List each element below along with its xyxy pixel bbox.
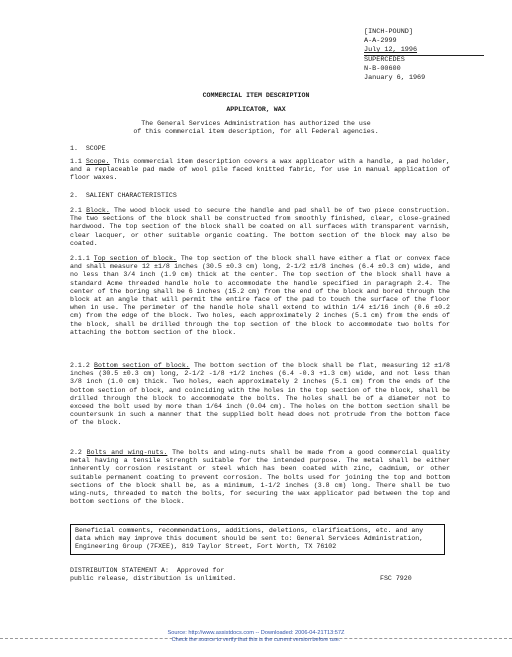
paragraph-2-1: [70, 207, 450, 248]
paragraph-number: 2.2: [70, 449, 82, 456]
paragraph-number: 2.1: [70, 207, 82, 214]
source-note: Source: http://www.assistdocs.com -- Downloaded: 2006-04-21T13:57Z: [167, 630, 345, 636]
distribution-line: public release, distribution is unlimited.: [70, 575, 237, 582]
paragraph-title: Bottom section of block.: [94, 362, 190, 369]
header-line: SUPERCEDES: [364, 55, 484, 65]
paragraph-title: Scope.: [85, 158, 110, 165]
intro-line: of this commercial item description, for all Federal agencies.: [133, 128, 379, 135]
header-line: A-A-2999: [364, 37, 397, 45]
salient-heading: 2. SALIENT CHARACTERISTICS: [70, 192, 177, 199]
paragraph-number: 1.1: [70, 158, 82, 165]
header-line: N-B-00600: [364, 65, 401, 73]
paragraph-text: The bolts and wing-nuts shall be made from a good commercial quality metal having a tensile strength suitable for the intended purpose. The metal shall be either inherently corrosion resistant or steel which has been coated with zinc, cadmium, or other suitable permanent coating to prevent corrosion. The bolts used for joining the top and bottom sections of the block shall be, as a minimum, 1-1/2 inches (3.8 cm) long. There shall be two wing-nuts, threaded to match the bolts, for securing the wax applicator pad between the top and bottom sections of the block.: [70, 449, 451, 506]
intro-line: The General Services Administration has authorized the use: [141, 120, 371, 127]
fsc-code: FSC 7920: [380, 575, 412, 582]
header-line: July 12, 1996: [364, 46, 418, 54]
paragraph-number: 2.1.2: [70, 362, 90, 369]
paragraph-number: 2.1.1: [70, 255, 90, 262]
header-line: January 6, 1969: [364, 74, 426, 82]
paragraph-text: The wood block used to secure the handle and pad shall be of two piece construction. The two sections of the block shall be constructed from smoothly finished, clear, close-grained hardwood. The top section of the block shall be coated on all surfaces with transparent varnish, clear lacquer, or other suitable organic coating. The bottom section of the block may also be coated.: [70, 207, 450, 247]
paragraph-text: The top section of the block shall have either a flat or convex face and shall measure 12 ±1/8 inches (30.5 ±0.3 cm) long, 2-1/2 ±1/8 inches (6.4 ±0.3 cm) wide, and no less than 3/4 inch (1.9 cm) thick at the center. The top section of the block shall have a standard Acme threaded handle hole to accommodate the handle specified in paragraph 2.4. The center of the boring shall be 6 inches (15.2 cm) from the end of the block and bored through the block at an angle that will permit the entire face of the pad to touch the surface of the floor when in use. The perimeter of the handle hole shall extend to within 1/4 ±1/16 inch (0.6 ±0.2 cm) from the edge of the block. Two holes, each approximately 2 inches (5.1 cm) from the ends of the block, shall be drilled through the top section of the block to accommodate two bolts for attaching the bottom section of the block.: [70, 255, 450, 336]
comments-box: [70, 524, 445, 555]
distribution-line: DISTRIBUTION STATEMENT A: Approved for: [70, 567, 225, 574]
paragraph-title: Bolts and wing-nuts.: [86, 449, 168, 456]
document-title: COMMERCIAL ITEM DESCRIPTION: [202, 92, 310, 99]
header-line: [INCH-POUND]: [364, 28, 413, 36]
comments-text: Beneficial comments, recommendations, additions, deletions, clarifications, etc. and any data which may improve this document should be sent to: General Services Administration, Engineering Group (7FXEE), 819 Taylor Street, Fort Worth, TX 76102: [75, 527, 424, 551]
paragraph-text: This commercial item description covers a wax applicator with a handle, a pad holder, and a replaceable pad made of wool pile faced knitted fabric, for use in manual application of floor waxes.: [70, 158, 450, 182]
paragraph-1-1: [70, 158, 450, 183]
paragraph-2-1-2: [70, 362, 450, 428]
paragraph-title: Top section of block.: [93, 255, 177, 262]
scope-heading: 1. SCOPE: [70, 145, 106, 152]
document-subtitle: APPLICATOR, WAX: [226, 106, 286, 113]
paragraph-title: Block.: [86, 207, 110, 214]
paragraph-2-2: [70, 449, 450, 506]
source-note: Check the source to verify that this is the current version before use.: [171, 637, 341, 643]
document-id-block: [364, 28, 484, 83]
paragraph-text: The bottom section of the block shall be flat, measuring 12 ±1/8 inches (30.5 ±0.3 cm) long, 2-1/2 -1/8 +1/2 inches (6.4 -0.3 +1.3 cm) wide, and not less than 3/8 inch (1.0 cm) thick. Two holes, each approximately 2 inches (5.1 cm) from the ends of the bottom section of block, and coinciding with the holes in the top section of the block, shall be drilled through the block to accommodate the bolts. The holes shall be of a diameter not to exceed the bolt used by more than 1/64 inch (0.04 cm). The holes on the bottom section shall be countersunk in such a manner that the supplied bolt head does not protrude from the bottom face of the block.: [70, 362, 450, 427]
paragraph-2-1-1: [70, 255, 450, 337]
